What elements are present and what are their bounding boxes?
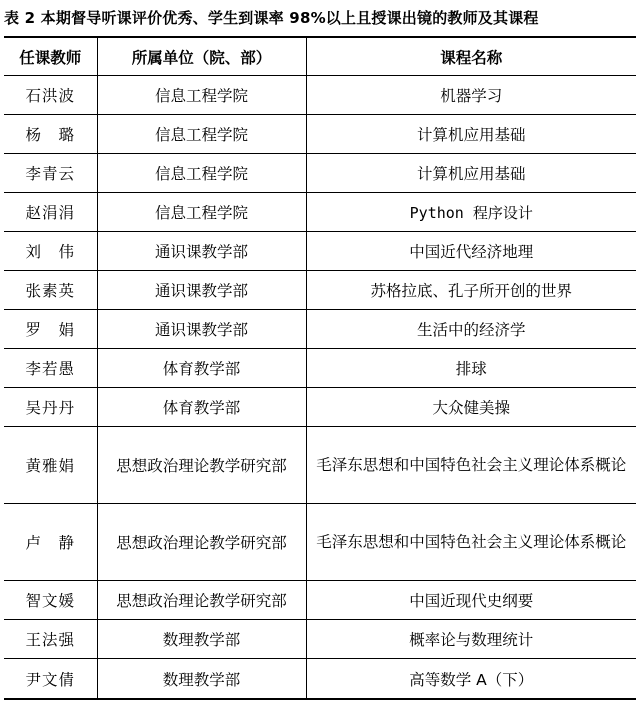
- course-cell: 计算机应用基础: [306, 154, 636, 193]
- unit-cell: 通识课教学部: [97, 232, 306, 271]
- teacher-cell: 黄雅娟: [4, 427, 97, 504]
- course-cell: 毛泽东思想和中国特色社会主义理论体系概论: [306, 427, 636, 504]
- unit-cell: 通识课教学部: [97, 310, 306, 349]
- header-teacher: 任课教师: [4, 37, 97, 76]
- course-cell: 机器学习: [306, 76, 636, 115]
- course-cell: Python 程序设计: [306, 193, 636, 232]
- table-row: [4, 659, 636, 700]
- course-cell: 苏格拉底、孔子所开创的世界: [306, 271, 636, 310]
- teacher-cell: 罗 娟: [4, 310, 97, 349]
- course-cell: 计算机应用基础: [306, 115, 636, 154]
- teacher-cell: 张素英: [4, 271, 97, 310]
- unit-cell: 信息工程学院: [97, 193, 306, 232]
- course-cell: 中国近代经济地理: [306, 232, 636, 271]
- table-caption: 表 2 本期督导听课评价优秀、学生到课率 98%以上且授课出镜的教师及其课程: [4, 9, 539, 27]
- header-unit: 所属单位（院、部）: [97, 37, 306, 76]
- table-row: [4, 581, 636, 620]
- unit-cell: 思想政治理论教学研究部: [97, 581, 306, 620]
- teacher-cell: 石洪波: [4, 76, 97, 115]
- teacher-cell: 吴丹丹: [4, 388, 97, 427]
- table-row: [4, 504, 636, 581]
- teacher-cell: 李青云: [4, 154, 97, 193]
- header-course: 课程名称: [306, 37, 636, 76]
- table-row: [4, 349, 636, 388]
- unit-cell: 体育教学部: [97, 388, 306, 427]
- unit-cell: 信息工程学院: [97, 76, 306, 115]
- table-row: [4, 271, 636, 310]
- table-row: [4, 115, 636, 154]
- table-row: [4, 388, 636, 427]
- course-cell: 中国近现代史纲要: [306, 581, 636, 620]
- table-row: [4, 620, 636, 659]
- unit-cell: 数理教学部: [97, 659, 306, 700]
- unit-cell: 信息工程学院: [97, 115, 306, 154]
- table-row: [4, 310, 636, 349]
- course-cell: 毛泽东思想和中国特色社会主义理论体系概论: [306, 504, 636, 581]
- unit-cell: 思想政治理论教学研究部: [97, 504, 306, 581]
- table-row: [4, 154, 636, 193]
- unit-cell: 信息工程学院: [97, 154, 306, 193]
- table-row: [4, 427, 636, 504]
- course-cell: 概率论与数理统计: [306, 620, 636, 659]
- course-cell: 高等数学 A（下）: [306, 659, 636, 700]
- table-row: [4, 193, 636, 232]
- course-cell: 生活中的经济学: [306, 310, 636, 349]
- teacher-course-table: [4, 36, 636, 700]
- teacher-cell: 杨 璐: [4, 115, 97, 154]
- teacher-cell: 卢 静: [4, 504, 97, 581]
- teacher-cell: 王法强: [4, 620, 97, 659]
- teacher-cell: 尹文倩: [4, 659, 97, 700]
- course-cell: 大众健美操: [306, 388, 636, 427]
- unit-cell: 体育教学部: [97, 349, 306, 388]
- table-row: [4, 232, 636, 271]
- teacher-cell: 智文媛: [4, 581, 97, 620]
- teacher-cell: 赵涓涓: [4, 193, 97, 232]
- table-row: [4, 76, 636, 115]
- course-cell: 排球: [306, 349, 636, 388]
- table-header-row: [4, 37, 636, 76]
- teacher-cell: 李若愚: [4, 349, 97, 388]
- teacher-cell: 刘 伟: [4, 232, 97, 271]
- unit-cell: 思想政治理论教学研究部: [97, 427, 306, 504]
- unit-cell: 通识课教学部: [97, 271, 306, 310]
- unit-cell: 数理教学部: [97, 620, 306, 659]
